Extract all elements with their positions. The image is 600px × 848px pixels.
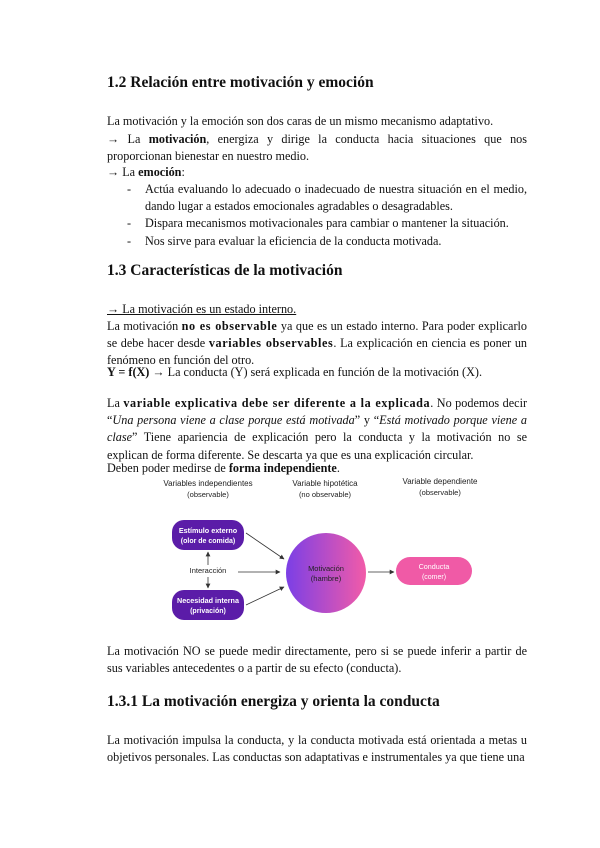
conducta-sublabel: (comer) [421, 574, 447, 581]
text-run: . La explicación en ciencia es poner un fenómeno en función del otro. [107, 336, 528, 368]
text-run: La motivación [107, 319, 182, 333]
necesidad-box [172, 590, 244, 620]
list-item: - Actúa evaluando lo adecuado o inadecuado de nuestra situación en el medio, dando lugar a estados emocionales agradables o desagradables. [107, 181, 527, 215]
bold-term: variables observables [208, 336, 334, 351]
estimulo-sublabel: (olor de comida) [180, 538, 236, 545]
col1-title: Variables independientes [163, 479, 253, 488]
emocion-term: emoción [138, 165, 182, 179]
arrow-prefix: → La [107, 165, 136, 179]
necesidad-to-motivacion-arrow [246, 587, 284, 605]
variable-explicativa-paragraph [107, 395, 527, 464]
motivacion-term: motivación [148, 132, 207, 146]
text-run: ya que es un estado interno. Para poder explicarlo se debe hacer desde [107, 319, 527, 351]
motivation-diagram [150, 475, 510, 625]
italic-quote: Una persona viene a clase porque está motivada [112, 413, 355, 428]
motivacion-label: Motivación [308, 564, 344, 573]
necesidad-label: Necesidad interna [177, 596, 239, 605]
bold-term: variable explicativa debe ser diferente a la explicada [123, 396, 431, 410]
text-run: ” y “ [354, 413, 380, 428]
heading-1-3: 1.3 Características de la motivación [107, 262, 343, 279]
bold-term: forma independiente [228, 461, 337, 475]
heading-1-3-1: 1.3.1 La motivación energiza y orienta la conducta [107, 693, 440, 710]
list-item: - Nos sirve para evaluar la eficiencia de la conducta motivada. [107, 233, 527, 250]
text-run: La [107, 396, 124, 410]
text-run: Deben poder medirse de [107, 461, 229, 475]
text-run: . No podemos decir “ [107, 396, 528, 428]
independiente-line [107, 461, 340, 476]
bold-term: no es observable [181, 319, 278, 333]
colon: : [181, 165, 185, 179]
italic-quote: Está motivado porque viene a clase [107, 413, 527, 445]
energiza-paragraph: La motivación impulsa la conducta, y la conducta motivada está orientada a metas u objetivos personales. Las conductas son adaptativas e instrumentales ya que tiene una [107, 733, 527, 765]
col3-subtitle: (observable) [419, 488, 461, 497]
emocion-bullets [107, 181, 527, 250]
interaccion-label: Interacción [189, 566, 227, 575]
col2-title: Variable hipotética [292, 479, 358, 488]
estado-interno-line: → La motivación es un estado interno. [107, 302, 297, 316]
motivacion-paragraph [107, 131, 527, 165]
text-run: ” Tiene apariencia de explicación pero la conducta y la motivación no se explican de forma diferente. Se descarta ya que es una explicación circular. [107, 430, 527, 462]
estimulo-to-motivacion-arrow [246, 533, 284, 559]
estimulo-box [172, 520, 244, 550]
motivacion-circle [286, 533, 366, 613]
motivacion-text: , energiza y dirige la conducta hacia situaciones que nos proporcionan bienestar en nuestro medio. [107, 132, 527, 164]
intro-paragraph: La motivación y la emoción son dos caras de un mismo mecanismo adaptativo. [107, 114, 494, 128]
conducta-label: Conducta [418, 562, 450, 571]
formula-line [107, 365, 482, 380]
text-run: . [336, 461, 340, 475]
emocion-line [107, 165, 185, 180]
col3-title: Variable dependiente [402, 477, 478, 486]
list-item: - Dispara mecanismos motivacionales para cambiar o mantener la situación. [107, 215, 527, 232]
text-run: → La conducta (Y) será explicada en función de la motivación (X). [149, 365, 483, 379]
arrow-prefix: → La [107, 132, 141, 146]
formula: Y = f(X) [107, 365, 150, 379]
col2-subtitle: (no observable) [298, 490, 352, 499]
observable-paragraph [107, 318, 527, 370]
heading-1-2: 1.2 Relación entre motivación y emoción [107, 74, 374, 91]
col1-subtitle: (observable) [187, 490, 229, 499]
medir-paragraph: La motivación NO se puede medir directamente, pero si se puede inferir a partir de sus variables antecedentes o a partir de su efecto (conducta). [107, 644, 527, 676]
motivacion-sublabel: (hambre) [310, 574, 342, 583]
necesidad-sublabel: (privación) [190, 608, 226, 615]
estimulo-label: Estímulo externo [178, 526, 238, 535]
